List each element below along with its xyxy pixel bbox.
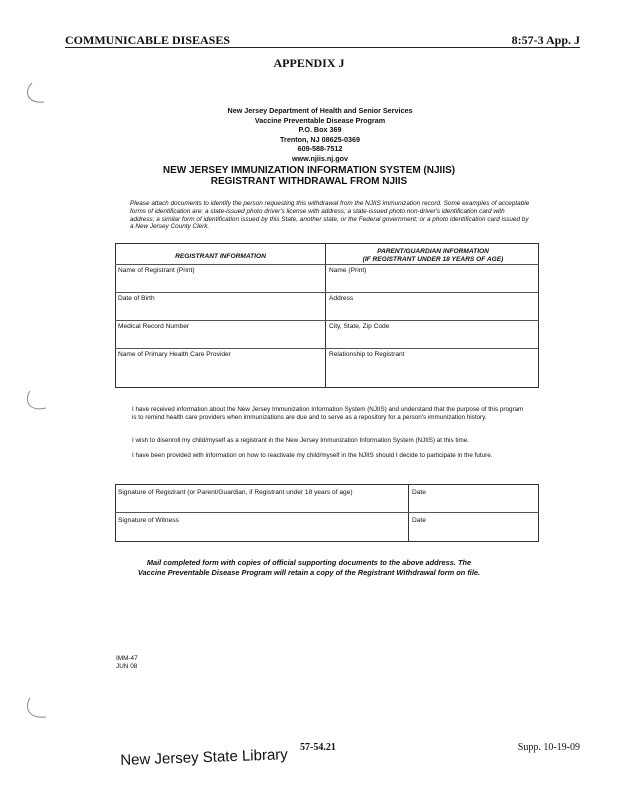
library-stamp: New Jersey State Library [120,746,289,769]
signature-table-divider [408,484,409,542]
guardian-heading-line1: PARENT/GUARDIAN INFORMATION [377,248,489,255]
po-box: P.O. Box 369 [298,125,342,135]
registrant-signature-field[interactable]: Signature of Registrant (or Parent/Guardian, if Registrant under 18 years of age) [118,489,353,496]
signature-row-rule [115,512,539,513]
form-title-line2: REGISTRANT WITHDRAWAL FROM NJIIS [210,176,408,187]
running-header-left: COMMUNICABLE DISEASES [65,33,231,47]
dept-name: New Jersey Department of Health and Senior Services [227,106,413,115]
form-code: IMM-47 [116,655,138,662]
statement-info-received: I have received information about the New Jersey Immunization Information System (NJIIS) and understand that the purpose of this program is to remind health care providers when immunizations are due and to serve as a repository for a person's immunization history. [132,406,524,421]
witness-signature-field[interactable]: Signature of Witness [118,517,179,524]
statement-disenroll: I wish to disenroll my child/myself as a registrant in the New Jersey Immunization Information System (NJIIS) at this time. [132,437,469,444]
table-header-rule [115,264,539,265]
running-header-right: 8:57-3 App. J [511,33,580,47]
appendix-title: APPENDIX J [273,56,345,70]
phone: 609-588-7512 [297,144,343,154]
witness-date-field[interactable]: Date [412,517,426,524]
guardian-heading-line2: (IF REGISTRANT UNDER 18 YEARS OF AGE) [362,256,504,263]
punch-hole-mark-middle [22,388,48,418]
header-rule [65,47,580,48]
statement-reactivate: I have been provided with information on how to reactivate my child/myself in the NJIIS should I decide to participate in the future. [132,452,493,459]
intro-paragraph: Please attach documents to identify the person requesting this withdrawal from the NJIIS immunization record. Some examples of acceptable forms of identification are: a state-issued photo driver's license with address; a state-issued photo non-driver's identification card with address; a similar form of identification issued by this State, another state, or the Federal government; or a photo identification card issued by a New Jersey County Clerk. [130,200,530,231]
row-rule-3 [115,348,539,349]
guardian-address-field[interactable]: Address [329,295,354,302]
relationship-field[interactable]: Relationship to Registrant [329,351,405,358]
row-rule-1 [115,292,539,293]
signature-date-field[interactable]: Date [412,489,426,496]
registrant-name-field[interactable]: Name of Registrant (Print) [118,267,195,274]
website: www.njiis.nj.gov [291,153,349,163]
mail-instructions [0,558,618,577]
page-number: 57-54.21 [300,742,336,753]
punch-hole-mark-bottom [22,695,48,725]
mrn-field[interactable]: Medical Record Number [118,323,190,330]
supplement-date: Supp. 10-19-09 [517,742,580,753]
address-block [0,106,618,164]
punch-hole-mark-top [22,80,48,110]
form-date: JUN 08 [116,663,138,670]
provider-field[interactable]: Name of Primary Health Care Provider [118,351,231,358]
city-line: Trenton, NJ 08625-0369 [280,134,360,144]
row-rule-2 [115,320,539,321]
guardian-name-field[interactable]: Name (Print) [329,267,367,274]
mail-line2: Vaccine Preventable Disease Program will retain a copy of the Registrant Withdrawal form on file. [137,567,481,577]
dob-field[interactable]: Date of Birth [118,295,155,302]
program-name: Vaccine Preventable Disease Program [254,115,386,125]
form-title-line1: NEW JERSEY IMMUNIZATION INFORMATION SYSTEM (NJIIS) [162,165,456,176]
form-number [116,655,138,671]
mail-line1: Mail completed form with copies of official supporting documents to the above address. The [146,558,472,567]
guardian-heading [328,248,538,264]
registrant-heading: REGISTRANT INFORMATION [175,253,266,260]
guardian-city-field[interactable]: City, State, Zip Code [329,323,390,330]
form-title [0,165,618,187]
